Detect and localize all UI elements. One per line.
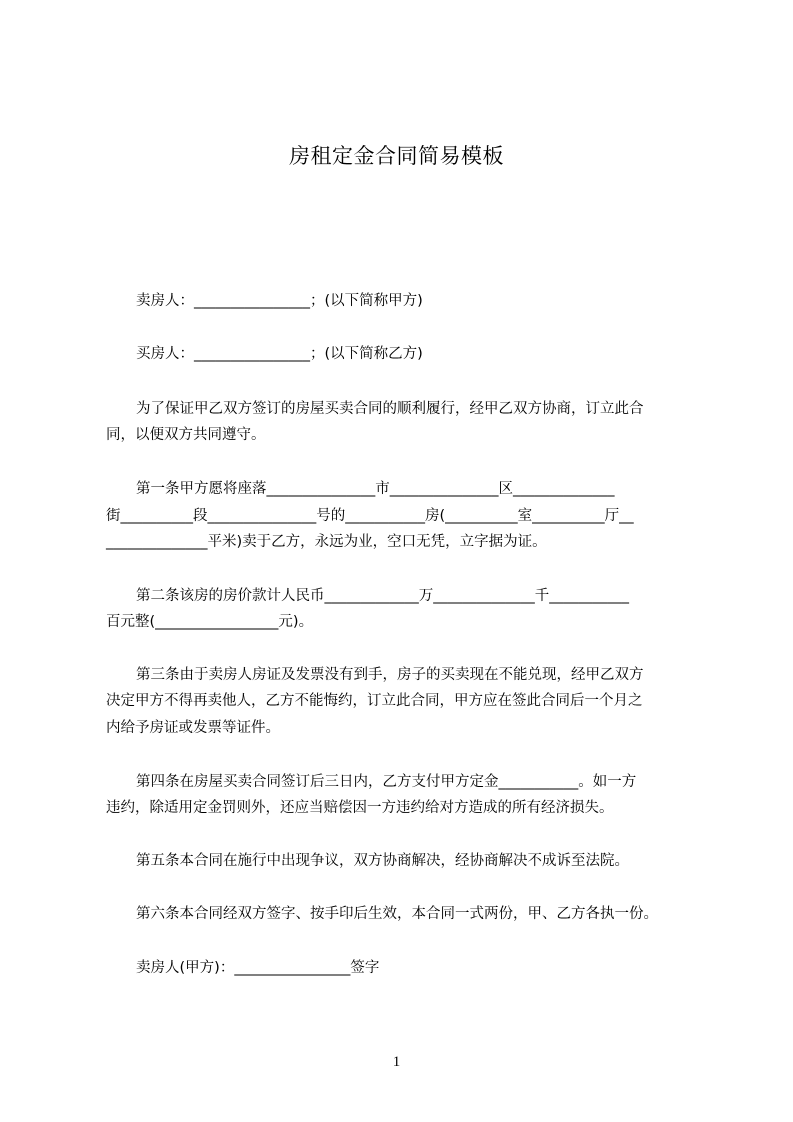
article-2-line-2: 百元整(_________________元)。: [106, 614, 314, 630]
article-5-line: 第五条本合同在施行中出现争议，双方协商解决，经协商解决不成诉至法院。: [136, 853, 629, 869]
preamble-line-1: 为了保证甲乙双方签订的房屋买卖合同的顺利履行，经甲乙双方协商，订立此合: [136, 401, 644, 417]
article-2-line-1: 第二条该房的房价款计人民币_____________万______________千___________: [136, 588, 629, 604]
article-3-line-3: 内给予房证或发票等证件。: [106, 720, 280, 736]
article-1-line-3: ______________平米)卖于乙方，永远为业，空口无凭，立字据为证。: [106, 534, 547, 550]
article-6-line: 第六条本合同经双方签字、按手印后生效，本合同一式两份，甲、乙方各执一份。: [136, 906, 658, 922]
article-3-line-2: 决定甲方不得再卖他人，乙方不能悔约，订立此合同，甲方应在签此合同后一个月之: [106, 693, 643, 709]
article-4-line-1: 第四条在房屋买卖合同签订后三日内，乙方支付甲方定金___________。如一方: [136, 774, 637, 790]
buyer-line: 买房人：________________；(以下简称乙方): [136, 346, 423, 362]
article-1-line-1: 第一条甲方愿将座落_______________市_______________区______________: [136, 481, 615, 497]
article-3-line-1: 第三条由于卖房人房证及发票没有到手，房子的买卖现在不能兑现，经甲乙双方: [136, 667, 644, 683]
seller-signature-line: 卖房人(甲方)：________________签字: [136, 960, 380, 976]
article-1-line-2: 街__________段_______________号的___________房(__________室__________厅__: [106, 508, 634, 524]
document-title: 房租定金合同简易模板: [289, 144, 504, 168]
article-4-line-2: 违约，除适用定金罚则外，还应当赔偿因一方违约给对方造成的所有经济损失。: [106, 800, 614, 816]
preamble-line-2: 同，以便双方共同遵守。: [106, 427, 266, 443]
seller-line: 卖房人：________________；(以下简称甲方): [136, 293, 423, 309]
page-number: 1: [392, 1054, 401, 1070]
